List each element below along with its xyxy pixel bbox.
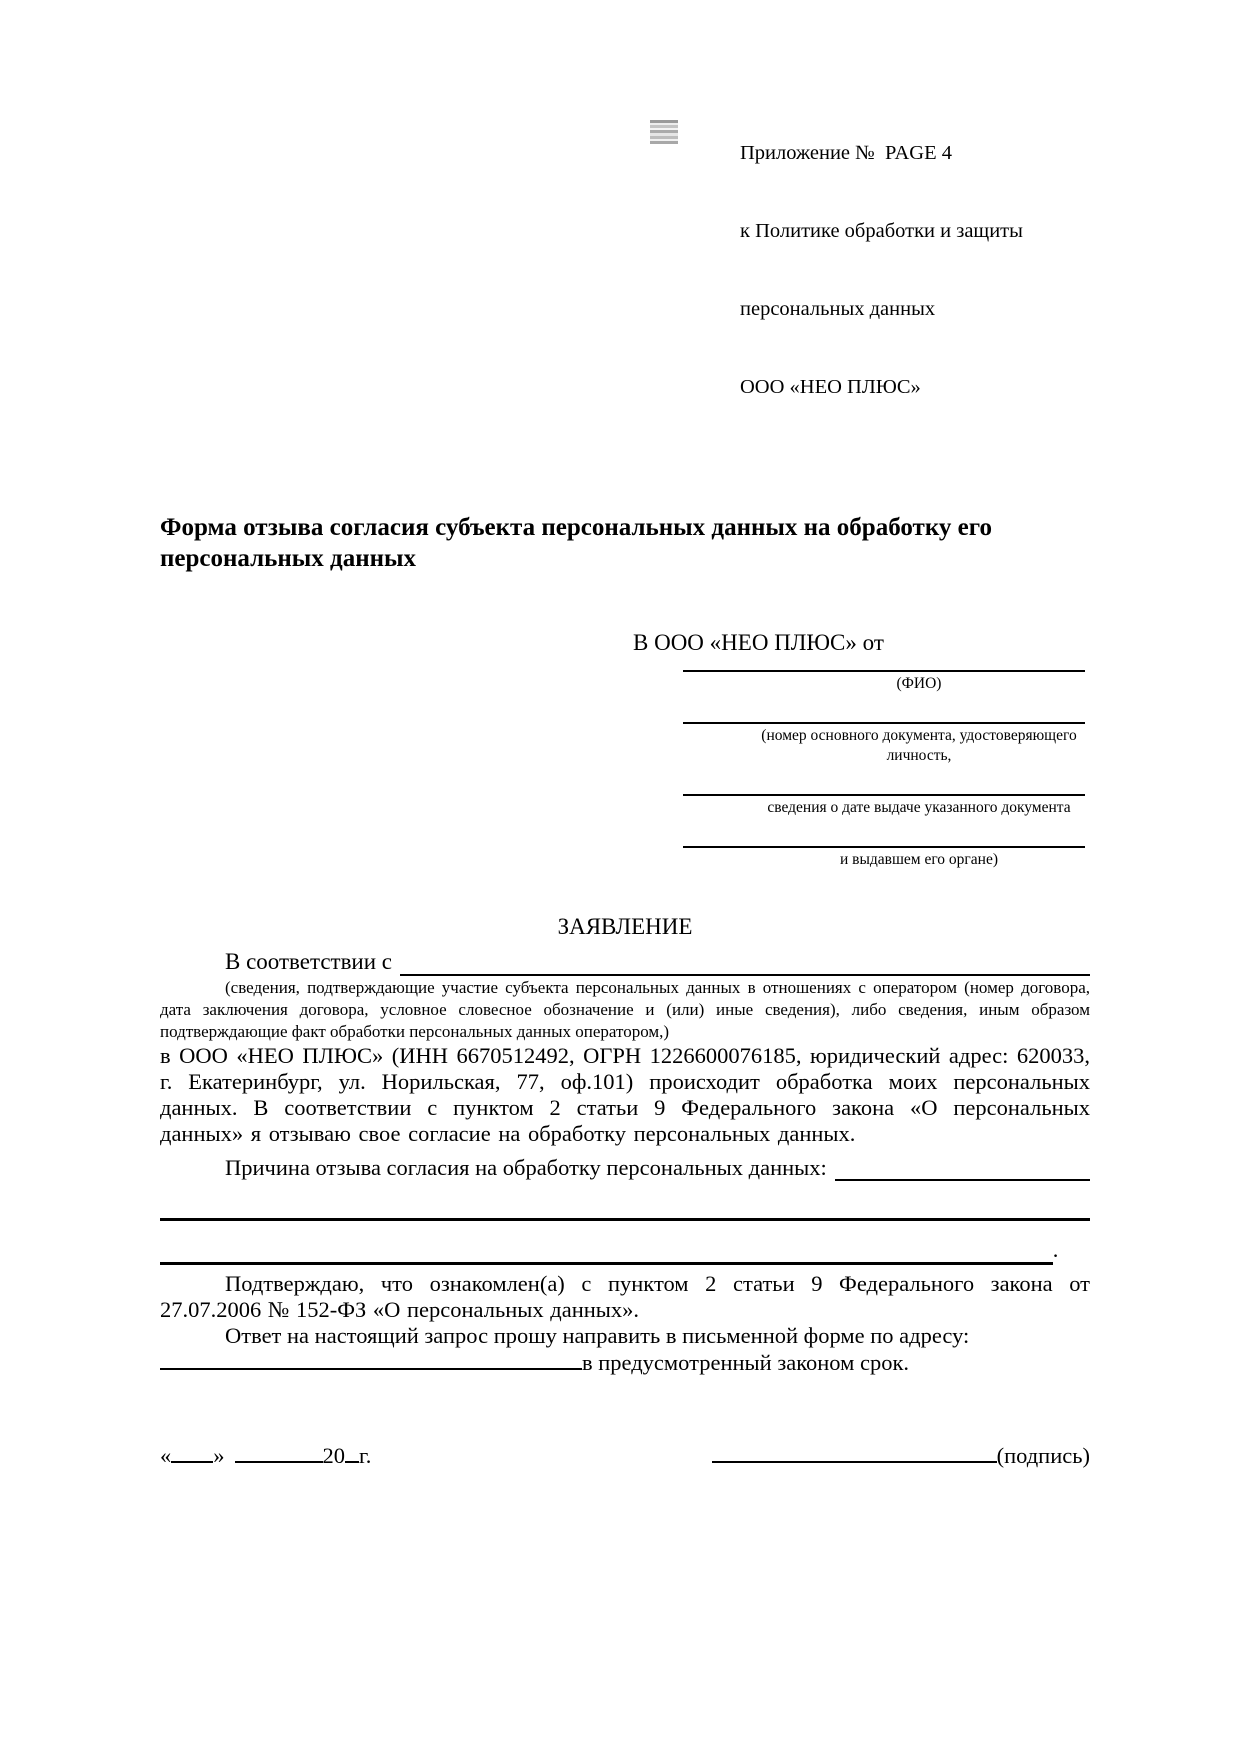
close-quote: »	[213, 1443, 225, 1468]
reply-suffix: в предусмотренный законом срок.	[582, 1350, 909, 1375]
issuing-authority-field	[683, 818, 1085, 870]
reason-line	[160, 1155, 1090, 1181]
intro-blank-line	[400, 954, 1090, 976]
year-suffix: г.	[359, 1443, 372, 1468]
address-blank-line	[160, 1350, 582, 1370]
issuing-authority-blank-line	[683, 818, 1085, 848]
header-line-personal-data: персональных данных	[740, 298, 936, 320]
date-group	[160, 1443, 371, 1469]
issue-date-field	[683, 766, 1085, 818]
fio-blank-line	[683, 656, 1085, 672]
row-period: .	[1052, 1237, 1059, 1262]
year-blank-line	[345, 1445, 359, 1463]
intro-prefix: В соответствии с	[225, 949, 393, 974]
fio-caption: (ФИО)	[896, 675, 942, 692]
header-line-appendix: Приложение № PAGE 4	[740, 142, 952, 164]
intro-line	[160, 948, 1090, 976]
date-signature-row	[160, 1443, 1090, 1469]
header-line-policy: к Политике обработки и защиты	[740, 220, 1023, 242]
header-line-company: ООО «НЕО ПЛЮС»	[740, 376, 921, 398]
addressee-block	[160, 630, 1090, 870]
year-prefix: 20	[322, 1443, 345, 1468]
signature-blank-line	[712, 1443, 997, 1463]
document-title: Форма отзыва согласия субъекта персональных данных на обработку его персональных данных	[160, 514, 992, 572]
day-blank-line	[171, 1445, 213, 1463]
reply-prefix-line: Ответ на настоящий запрос прошу направить в письменной форме по адресу:	[225, 1323, 970, 1348]
fio-field	[683, 656, 1085, 694]
reason-blank-line	[835, 1159, 1090, 1181]
issuing-authority-caption: и выдавшем его органе)	[839, 851, 999, 868]
document-number-blank-line	[683, 694, 1085, 724]
month-blank-line	[235, 1445, 323, 1463]
reply-address-line	[160, 1349, 1090, 1377]
open-quote: «	[160, 1443, 172, 1468]
document-header	[740, 88, 1090, 452]
addressee-to-line: В ООО «НЕО ПЛЮС» от	[633, 630, 884, 655]
signature-caption: (подпись)	[996, 1443, 1090, 1468]
reason-label: Причина отзыва согласия на обработку персональных данных:	[225, 1155, 827, 1180]
small-print-note: (сведения, подтверждающие участие субъекта персональных данных в отношениях с оператором (номер договора, дата заключения договора, условное словесное обозначение и (или) иные сведения), либо сведения, иным образом подтверждающие факт обработки персональных данных оператором,)	[160, 978, 1090, 1041]
statement-body: в ООО «НЕО ПЛЮС» (ИНН 6670512492, ОГРН 1226600076185, юридический адрес: 620033, г. Екатеринбург, ул. Норильская, 77, оф.101) происходит обработка моих персональных данных. В соответствии с пунктом 2 статьи 9 Федерального закона «О персональных данных» я отзываю свое согласие на обработку персональных данных.	[160, 1043, 1090, 1146]
issue-date-blank-line	[683, 766, 1085, 796]
blank-line-short	[160, 1239, 1053, 1265]
document-number-caption: (номер основного документа, удостоверяющего личность,	[761, 727, 1077, 764]
document-number-field	[683, 694, 1085, 766]
signature-group	[712, 1443, 1090, 1469]
acknowledgement-paragraph: Подтверждаю, что ознакомлен(а) с пунктом 2 статьи 9 Федерального закона от 27.07.2006 № 152-ФЗ «О персональных данных».	[160, 1271, 1090, 1322]
issue-date-caption: сведения о дате выдаче указанного документа	[767, 799, 1071, 816]
reason-blank-row-2	[160, 1235, 1090, 1265]
blank-line-full	[160, 1195, 1090, 1221]
field-code-icon	[650, 120, 678, 144]
statement-heading: ЗАЯВЛЕНИЕ	[557, 914, 693, 939]
reason-blank-row-1	[160, 1195, 1090, 1221]
